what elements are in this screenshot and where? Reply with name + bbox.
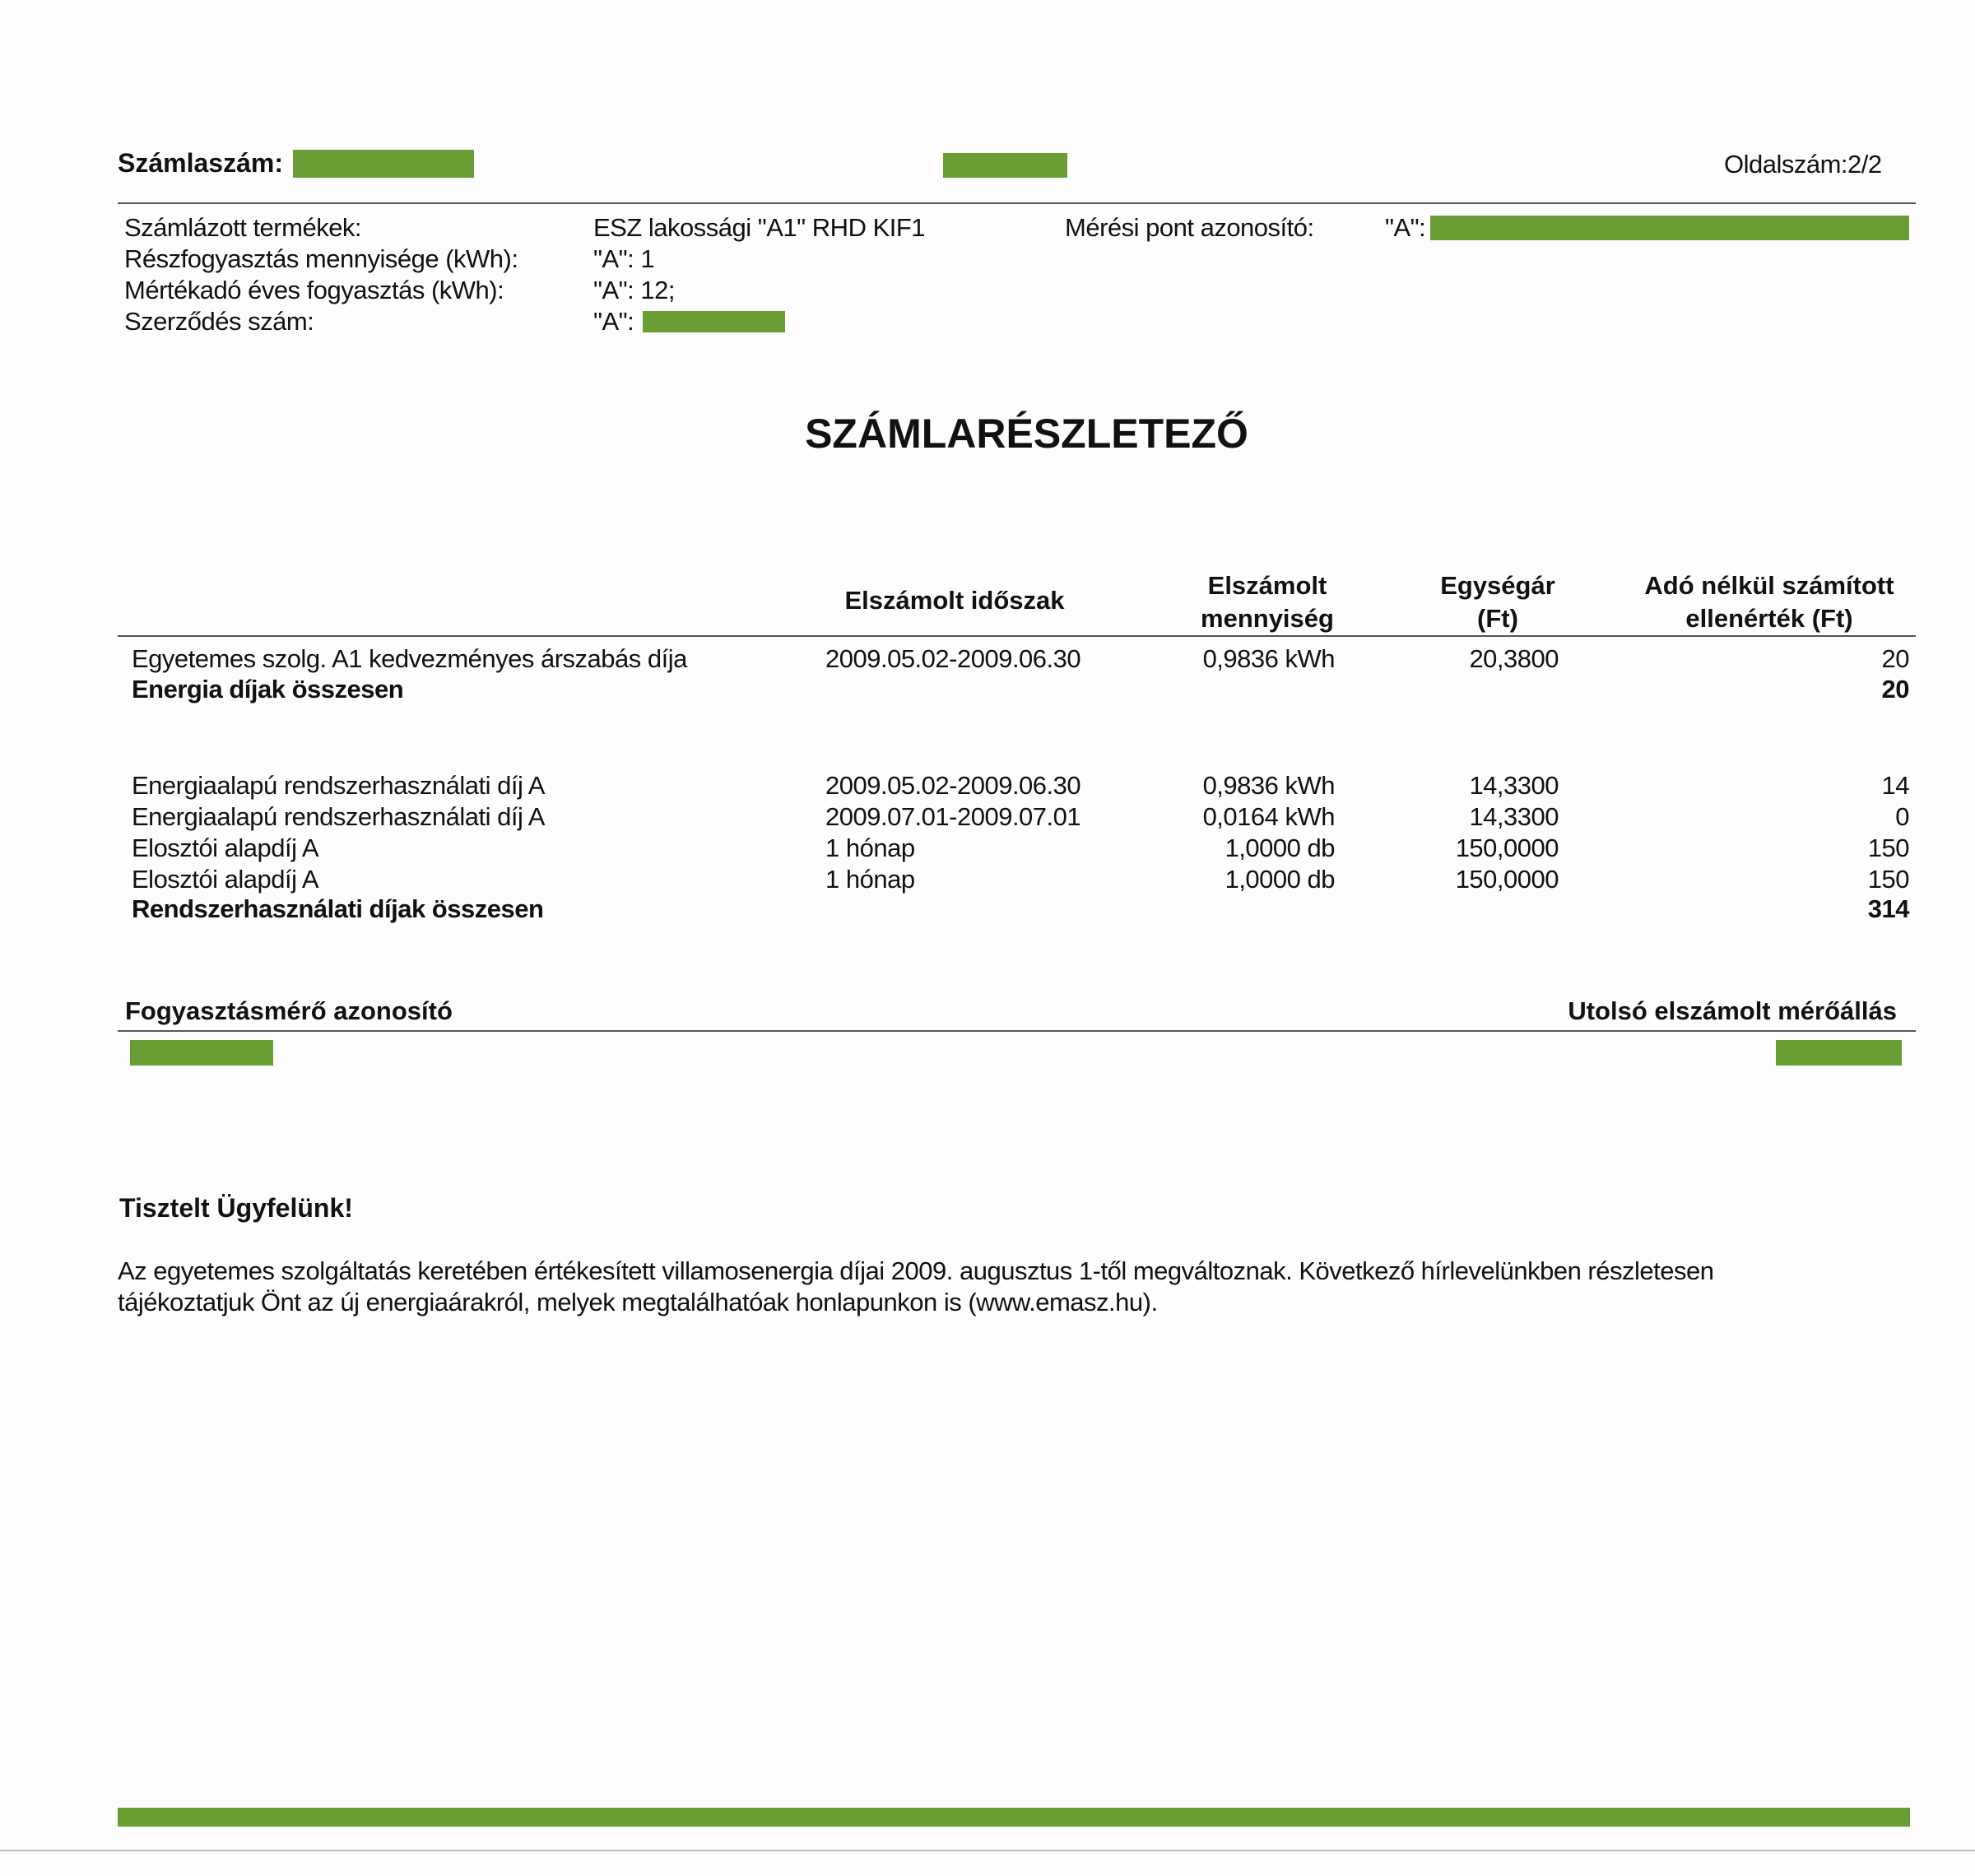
annual-consumption-value: "A": 12; <box>593 276 676 304</box>
header-quantity-line1: Elszámolt <box>1207 571 1327 600</box>
row-quantity: 0,9836 kWh <box>1202 644 1335 673</box>
row-unit-price: 150,0000 <box>1455 865 1559 894</box>
meter-id-label: Fogyasztásmérő azonosító <box>125 996 453 1025</box>
last-reading-label: Utolsó elszámolt mérőállás <box>1568 996 1897 1025</box>
row-amount: 150 <box>1867 834 1909 862</box>
header-unit-price <box>1382 569 1613 635</box>
header-net-amount <box>1605 569 1934 635</box>
system-total-amount: 314 <box>1867 894 1909 923</box>
row-unit-price: 150,0000 <box>1455 834 1559 862</box>
page-edge-line <box>0 1850 1975 1851</box>
row-quantity: 0,9836 kWh <box>1202 771 1335 800</box>
row-quantity: 0,0164 kWh <box>1202 802 1335 831</box>
partial-consumption-label: Részfogyasztás mennyisége (kWh): <box>124 244 518 273</box>
invoice-number-redaction <box>293 150 474 178</box>
row-name: Energiaalapú rendszerhasználati díj A <box>132 771 545 800</box>
contract-prefix: "A": <box>593 307 634 336</box>
partial-consumption-value: "A": 1 <box>593 244 655 273</box>
header-quantity-line2: mennyiség <box>1201 604 1334 633</box>
contract-label: Szerződés szám: <box>124 307 314 336</box>
row-quantity: 1,0000 db <box>1224 834 1335 862</box>
products-value: ESZ lakossági "A1" RHD KIF1 <box>593 213 926 242</box>
row-period: 1 hónap <box>825 834 915 862</box>
annual-consumption-label: Mértékadó éves fogyasztás (kWh): <box>124 276 504 304</box>
row-period: 2009.05.02-2009.06.30 <box>825 771 1081 800</box>
row-amount: 0 <box>1895 802 1909 831</box>
energy-total-row <box>0 675 1975 706</box>
header-quantity <box>1152 569 1382 635</box>
row-period: 2009.07.01-2009.07.01 <box>825 802 1081 831</box>
row-name: Elosztói alapdíj A <box>132 834 319 862</box>
row-unit-price: 14,3300 <box>1469 802 1559 831</box>
products-label: Számlázott termékek: <box>124 213 362 242</box>
energy-total-label: Energia díjak összesen <box>132 675 404 704</box>
last-reading-redaction <box>1776 1040 1902 1066</box>
page-title: SZÁMLARÉSZLETEZŐ <box>805 411 1248 457</box>
table-row <box>0 644 1975 676</box>
row-unit-price: 20,3800 <box>1469 644 1559 673</box>
table-row <box>0 834 1975 865</box>
table-row <box>0 771 1975 802</box>
table-header-rule <box>118 635 1916 637</box>
row-amount: 150 <box>1867 865 1909 894</box>
header-net-amount-line2: ellenérték (Ft) <box>1685 604 1853 633</box>
row-name: Egyetemes szolg. A1 kedvezményes árszabás díja <box>132 644 687 673</box>
header-unit-price-line1: Egységár <box>1440 571 1555 600</box>
page-number: Oldalszám:2/2 <box>1724 150 1882 179</box>
row-period: 2009.05.02-2009.06.30 <box>825 644 1081 673</box>
system-total-label: Rendszerhasználati díjak összesen <box>132 894 544 923</box>
header-period: Elszámolt időszak <box>844 586 1065 615</box>
contract-redaction <box>643 311 785 332</box>
energy-total-amount: 20 <box>1881 675 1909 704</box>
meter-rule <box>118 1030 1916 1032</box>
header-net-amount-line1: Adó nélkül számított <box>1644 571 1894 600</box>
header-redaction <box>943 153 1067 178</box>
row-period: 1 hónap <box>825 865 915 894</box>
measuring-point-label: Mérési pont azonosító: <box>1065 213 1314 242</box>
table-row <box>0 802 1975 834</box>
meter-id-redaction <box>130 1040 273 1066</box>
notice-line2: tájékoztatjuk Önt az új energiaárakról, melyek megtalálhatóak honlapunkon is (www.emasz.hu). <box>118 1288 1158 1316</box>
row-amount: 14 <box>1881 771 1909 800</box>
table-row <box>0 865 1975 896</box>
row-amount: 20 <box>1881 644 1909 673</box>
measuring-point-redaction <box>1430 216 1909 240</box>
header-unit-price-line2: (Ft) <box>1477 604 1518 633</box>
invoice-number-label: Számlaszám: <box>118 148 283 178</box>
notice-greeting: Tisztelt Ügyfelünk! <box>119 1193 353 1223</box>
system-total-row <box>0 894 1975 926</box>
header-rule <box>118 202 1916 204</box>
row-unit-price: 14,3300 <box>1469 771 1559 800</box>
footer-redaction <box>118 1808 1910 1827</box>
notice-line1: Az egyetemes szolgáltatás keretében értékesített villamosenergia díjai 2009. augusztus 1-től megváltoznak. Következő hírlevelünkben részletesen <box>118 1256 1714 1285</box>
row-name: Elosztói alapdíj A <box>132 865 319 894</box>
row-quantity: 1,0000 db <box>1224 865 1335 894</box>
row-name: Energiaalapú rendszerhasználati díj A <box>132 802 545 831</box>
measuring-point-prefix: "A": <box>1385 213 1426 242</box>
